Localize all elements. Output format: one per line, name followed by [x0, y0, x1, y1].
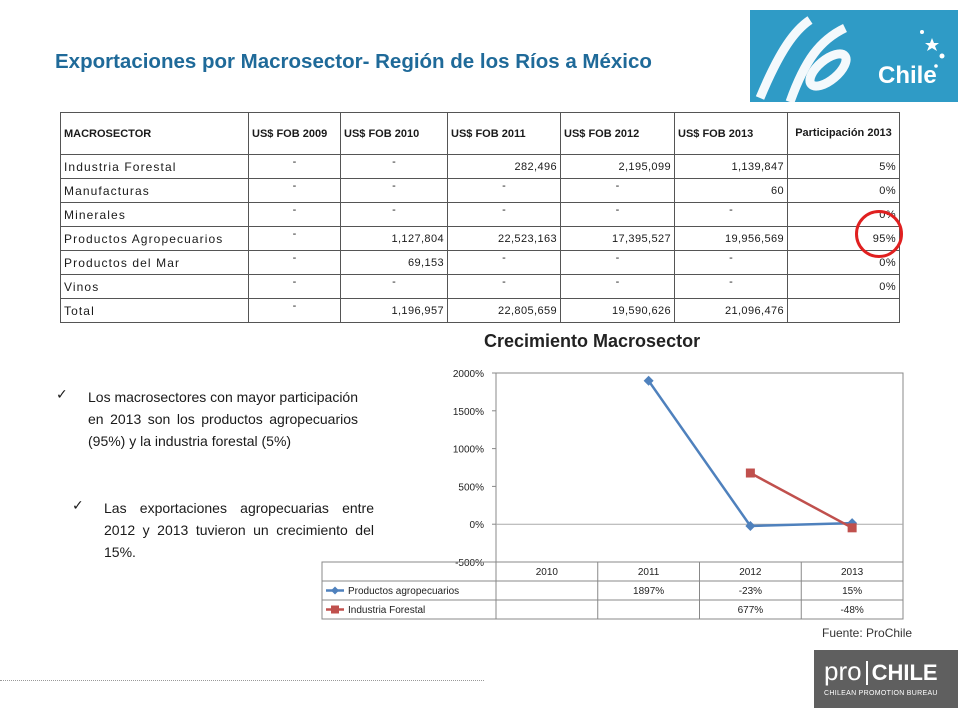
- table-cell: 21,096,476: [675, 299, 788, 323]
- legend-swatch-marker: [331, 606, 339, 614]
- logo-pro: pro: [824, 656, 862, 686]
- bullet-text: Los macrosectores con mayor participación en 2013 son los productos agropecuarios (95%) y la industria forestal (5%): [88, 389, 359, 449]
- prochile-wordmark: [824, 656, 938, 687]
- x-tick-label: 2011: [637, 567, 660, 578]
- logo-text: Chile: [878, 62, 937, 89]
- table-cell: -: [448, 275, 561, 299]
- bullet-text: Las exportaciones agropecuarias entre 2012 y 2013 tuvieron un crecimiento del 15%.: [104, 500, 374, 560]
- table-cell: -: [675, 275, 788, 299]
- col-header: Participación 2013: [788, 113, 900, 155]
- data-point: [746, 469, 755, 478]
- row-label: Industria Forestal: [61, 155, 249, 179]
- table-cell: -: [561, 179, 675, 203]
- checkmark-icon: ✓: [72, 497, 84, 513]
- table-cell: -: [341, 179, 448, 203]
- row-label: Total: [61, 299, 249, 323]
- prochile-logo: [814, 650, 958, 708]
- table-cell: -: [341, 155, 448, 179]
- table-cell: -: [341, 203, 448, 227]
- y-tick-label: 1500%: [452, 406, 484, 418]
- table-cell: -: [249, 251, 341, 275]
- chart-title: Crecimiento Macrosector: [484, 331, 701, 351]
- y-tick-label: 1000%: [452, 444, 484, 456]
- logo-chile: CHILE: [871, 660, 938, 685]
- table-cell: -: [249, 155, 341, 179]
- divider: [0, 680, 484, 681]
- table-cell: -: [249, 179, 341, 203]
- table-cell: 22,523,163: [448, 227, 561, 251]
- logo-tagline: CHILEAN PROMOTION BUREAU: [824, 690, 938, 697]
- col-header: US$ FOB 2012: [561, 113, 675, 155]
- data-label: -23%: [738, 586, 763, 597]
- data-label: -48%: [840, 605, 864, 616]
- row-label: Minerales: [61, 203, 249, 227]
- table-cell: -: [561, 203, 675, 227]
- table-cell: 2,195,099: [561, 155, 675, 179]
- table-cell: 19,590,626: [561, 299, 675, 323]
- table-cell: -: [675, 203, 788, 227]
- table-cell: 0%: [788, 203, 900, 227]
- x-tick-label: 2010: [535, 567, 558, 578]
- legend-label: Productos agropecuarios: [348, 586, 460, 597]
- y-tick-label: 0%: [469, 520, 484, 532]
- col-header: US$ FOB 2010: [341, 113, 448, 155]
- col-header: US$ FOB 2013: [675, 113, 788, 155]
- row-label: Vinos: [61, 275, 249, 299]
- table-cell: 1,127,804: [341, 227, 448, 251]
- col-header: US$ FOB 2009: [249, 113, 341, 155]
- row-label: Productos Agropecuarios: [61, 227, 249, 251]
- x-tick-label: 2012: [739, 567, 762, 578]
- table-cell: 17,395,527: [561, 227, 675, 251]
- row-label: Productos del Mar: [61, 251, 249, 275]
- table-cell: 282,496: [448, 155, 561, 179]
- y-tick-label: -500%: [455, 558, 484, 569]
- page-title: Exportaciones por Macrosector- Región de los Ríos a México: [55, 50, 652, 73]
- table-cell: -: [448, 203, 561, 227]
- checkmark-icon: ✓: [56, 386, 68, 402]
- table-cell: -: [341, 275, 448, 299]
- table-cell: -: [448, 251, 561, 275]
- plot-area: [496, 373, 903, 562]
- table-cell: -: [249, 299, 341, 323]
- data-label: 15%: [842, 586, 863, 597]
- table-cell: 19,956,569: [675, 227, 788, 251]
- y-tick-label: 2000%: [452, 369, 484, 380]
- legend-label: Industria Forestal: [348, 605, 426, 616]
- table-cell: 0%: [788, 251, 900, 275]
- x-tick-label: 2013: [841, 567, 864, 578]
- y-tick-label: 500%: [458, 482, 484, 494]
- table-cell: 5%: [788, 155, 900, 179]
- table-cell: 69,153: [341, 251, 448, 275]
- table-cell: -: [561, 275, 675, 299]
- data-label: 1897%: [633, 586, 665, 597]
- legend-swatch-marker: [331, 587, 339, 595]
- table-cell: -: [249, 275, 341, 299]
- table-cell: -: [675, 251, 788, 275]
- table-cell: 1,139,847: [675, 155, 788, 179]
- table-cell: -: [448, 179, 561, 203]
- table-cell: -: [249, 203, 341, 227]
- table-cell: 1,196,957: [341, 299, 448, 323]
- table-cell: 95%: [788, 227, 900, 251]
- col-header: MACROSECTOR: [61, 113, 249, 155]
- table-cell: 0%: [788, 275, 900, 299]
- data-point: [848, 523, 857, 532]
- table-cell: 0%: [788, 179, 900, 203]
- data-label: 677%: [737, 605, 764, 616]
- table-cell: -: [561, 251, 675, 275]
- source-note: Fuente: ProChile: [822, 626, 913, 640]
- table-cell: 22,805,659: [448, 299, 561, 323]
- table-cell: -: [249, 227, 341, 251]
- series-line-1: [750, 473, 852, 528]
- table-cell: 60: [675, 179, 788, 203]
- row-label: Manufacturas: [61, 179, 249, 203]
- col-header: US$ FOB 2011: [448, 113, 561, 155]
- series-line-0: [649, 381, 853, 526]
